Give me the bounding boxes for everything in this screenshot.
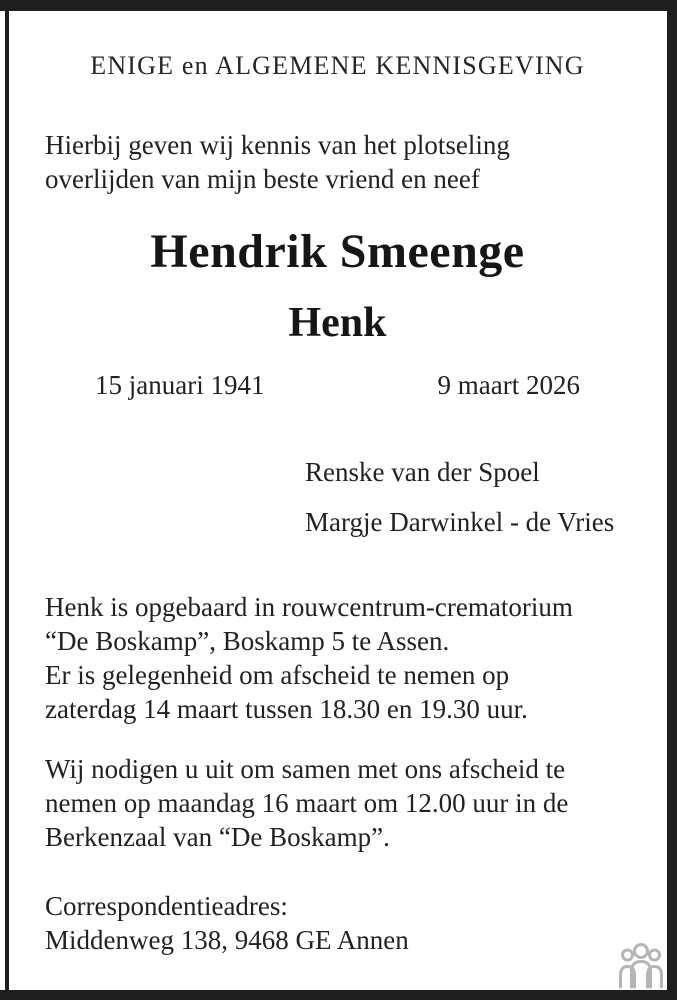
notice-frame-top — [0, 0, 677, 11]
life-dates — [45, 368, 630, 402]
relative-name: Renske van der Spoel — [305, 457, 540, 487]
relative-name: Margje Darwinkel - de Vries — [305, 507, 615, 537]
intro-line: overlijden van mijn beste vriend en neef — [45, 164, 480, 194]
deceased-name: Hendrik Smeenge — [150, 225, 525, 278]
people-group-icon — [617, 943, 665, 989]
wake-paragraph — [45, 590, 630, 726]
correspondence-block — [45, 889, 630, 957]
death-notice — [9, 11, 667, 990]
notice-frame-bottom — [0, 990, 677, 1000]
farewell-line: Wij nodigen u uit om samen met ons afscheid te — [45, 754, 566, 784]
farewell-line: nemen op maandag 16 maart om 12.00 uur in de — [45, 788, 569, 818]
birth-date: 15 januari 1941 — [95, 370, 265, 400]
correspondence-address: Middenweg 138, 9468 GE Annen — [45, 925, 409, 955]
notice-frame-right — [667, 11, 677, 990]
relatives-block — [305, 455, 630, 539]
intro-line: Hierbij geven wij kennis van het plotseling — [45, 130, 510, 160]
correspondence-label: Correspondentieadres: — [45, 891, 288, 921]
wake-line: zaterdag 14 maart tussen 18.30 en 19.30 uur. — [45, 694, 528, 724]
death-date: 9 maart 2026 — [437, 370, 580, 400]
intro-paragraph — [45, 128, 630, 196]
farewell-line: Berkenzaal van “De Boskamp”. — [45, 822, 390, 852]
wake-line: “De Boskamp”, Boskamp 5 te Assen. — [45, 626, 450, 656]
wake-line: Er is gelegenheid om afscheid te nemen op — [45, 660, 510, 690]
announcement-header: ENIGE en ALGEMENE KENNISGEVING — [90, 51, 585, 80]
farewell-paragraph — [45, 752, 630, 854]
wake-line: Henk is opgebaard in rouwcentrum-crematorium — [45, 592, 573, 622]
deceased-nickname: Henk — [288, 300, 387, 346]
